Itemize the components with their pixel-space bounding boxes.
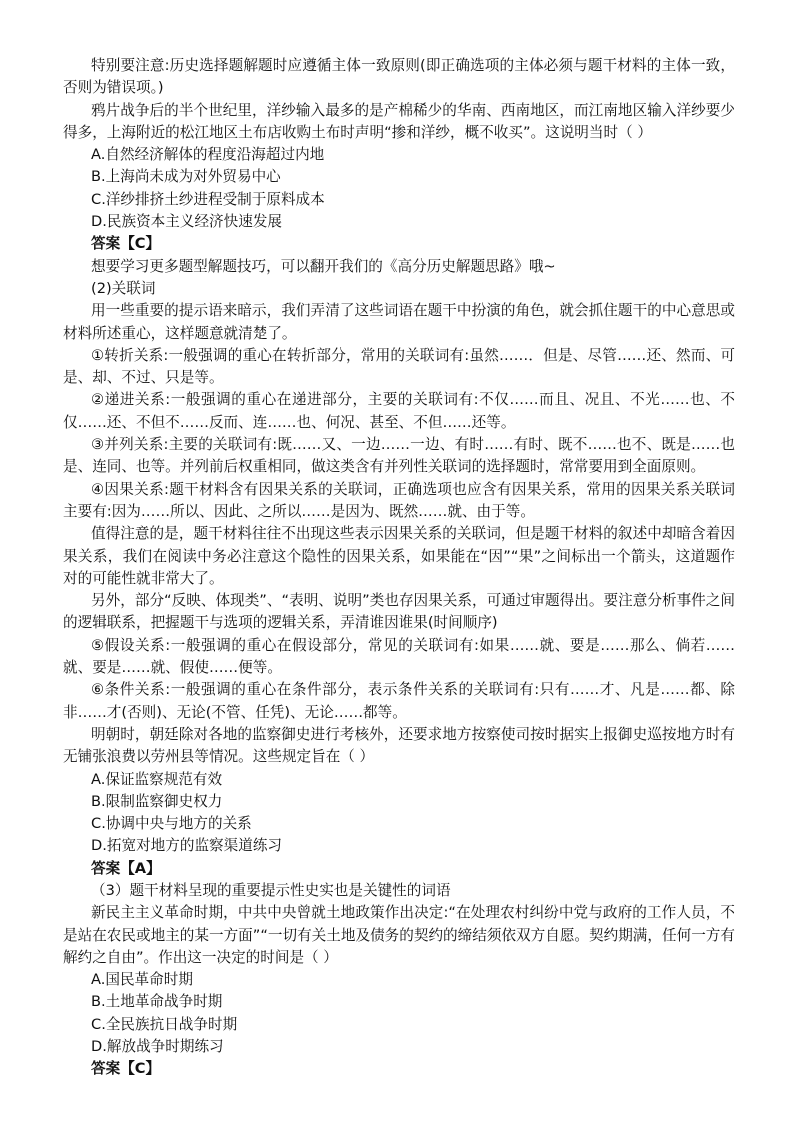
relation-contrast: ①转折关系:一般强调的重心在转折部分，常用的关联词有:虽然……．但是、尽管……还、然而、可是、却、不过、只是等。 xyxy=(63,346,735,387)
question-3-option-b: B.土地革命战争时期 xyxy=(91,993,223,1011)
question-2-option-c: C.协调中央与地方的关系 xyxy=(91,815,252,833)
question-1-option-c: C.洋纱排挤土纱进程受制于原料成本 xyxy=(91,190,325,208)
question-2-option-b: B.限制监察御史权力 xyxy=(91,792,223,810)
section-2-heading: (2)关联词 xyxy=(91,279,156,297)
causal-note-extra: 另外，部分“反映、体现类”、“表明、说明”类也存因果关系，可通过审题得出。要注意分析事件之间的逻辑联系，把握题干与选项的逻辑关系，弄清谁因谁果(时间顺序) xyxy=(63,592,735,632)
relation-hypothetical: ⑤假设关系:一般强调的重心在假设部分，常见的关联词有:如果……就、要是……那么、倘若……就、要是……就、假使……便等。 xyxy=(63,636,735,677)
section-3-heading: （3）题干材料呈现的重要提示性史实也是关键性的词语 xyxy=(91,881,451,899)
relation-causal: ④因果关系:题干材料含有因果关系的关联词，正确选项也应含有因果关系，常用的因果关系关联词主要有:因为……所以、因此、之所以……是因为、既然……就、由于等。 xyxy=(63,480,735,520)
question-2-stem: 明朝时，朝廷除对各地的监察御史进行考核外，还要求地方按察使司按时据实上报御史巡按地方时有无铺张浪费以劳州县等情况。这些规定旨在（ ） xyxy=(63,725,735,766)
question-2-option-d: D.拓宽对地方的监察渠道练习 xyxy=(91,837,283,855)
note-subject-consistency: 特别要注意:历史选择题解题时应遵循主体一致原则(即正确选项的主体必须与题干材料的主体一致，否则为错误项。) xyxy=(63,57,735,97)
question-1-option-a: A.自然经济解体的程度沿海超过内地 xyxy=(91,146,325,164)
relation-conditional: ⑥条件关系:一般强调的重心在条件部分，表示条件关系的关联词有:只有……才、凡是……都、除非……才(否则)、无论(不管、任凭)、无论……都等。 xyxy=(63,681,735,721)
question-1-option-d: D.民族资本主义经济快速发展 xyxy=(91,213,283,231)
document-page xyxy=(63,55,735,1081)
relation-progressive: ②递进关系:一般强调的重心在递进部分，主要的关联词有:不仅……而且、况且、不光……也、不仅……还、不但不……反而、连……也、何况、甚至、不但……还等。 xyxy=(63,391,735,431)
section-2-intro: 用一些重要的提示语来暗示，我们弄清了这些词语在题干中扮演的角色，就会抓住题干的中心意思或材料所述重心，这样题意就清楚了。 xyxy=(63,302,735,342)
question-3-option-d: D.解放战争时期练习 xyxy=(91,1038,224,1056)
question-3-option-a: A.国民革命时期 xyxy=(91,971,193,989)
question-3-option-c: C.全民族抗日战争时期 xyxy=(91,1015,238,1033)
question-2-option-a: A.保证监察规范有效 xyxy=(91,770,223,788)
question-2-answer: 答案【A】 xyxy=(91,859,161,877)
question-1-answer: 答案【C】 xyxy=(91,235,161,253)
question-1-option-b: B.上海尚未成为对外贸易中心 xyxy=(91,168,281,186)
question-1-stem: 鸦片战争后的半个世纪里，洋纱输入最多的是产棉稀少的华南、西南地区，而江南地区输入洋纱要少得多，上海附近的松江地区土布店收购土布时声明“掺和洋纱，概不收买”。这说明当时（ ） xyxy=(63,101,735,141)
promo-line: 想要学习更多题型解题技巧，可以翻开我们的《高分历史解题思路》哦~ xyxy=(91,257,556,275)
relation-parallel: ③并列关系:主要的关联词有:既……又、一边……一边、有时……有时、既不……也不、既是……也是、连同、也等。并列前后权重相同，做这类含有并列性关联词的选择题时，常常要用到全面原则。 xyxy=(63,436,735,476)
question-3-answer: 答案【C】 xyxy=(91,1060,161,1078)
question-3-stem: 新民主主义革命时期，中共中央曾就土地政策作出决定:“在处理农村纠纷中党与政府的工作人员，不是站在农民或地主的某一方面”“一切有关土地及债务的契约的缔结须依双方自愿。契约期满，任何一方有解约之自由”。作出这一决定的时间是（ ） xyxy=(63,904,735,966)
causal-note: 值得注意的是，题干材料往往不出现这些表示因果关系的关联词，但是题干材料的叙述中却暗含着因果关系，我们在阅读中务必注意这个隐性的因果关系，如果能在“因”“果”之间标出一个箭头，这道题作对的可能性就非常大了。 xyxy=(63,525,735,587)
